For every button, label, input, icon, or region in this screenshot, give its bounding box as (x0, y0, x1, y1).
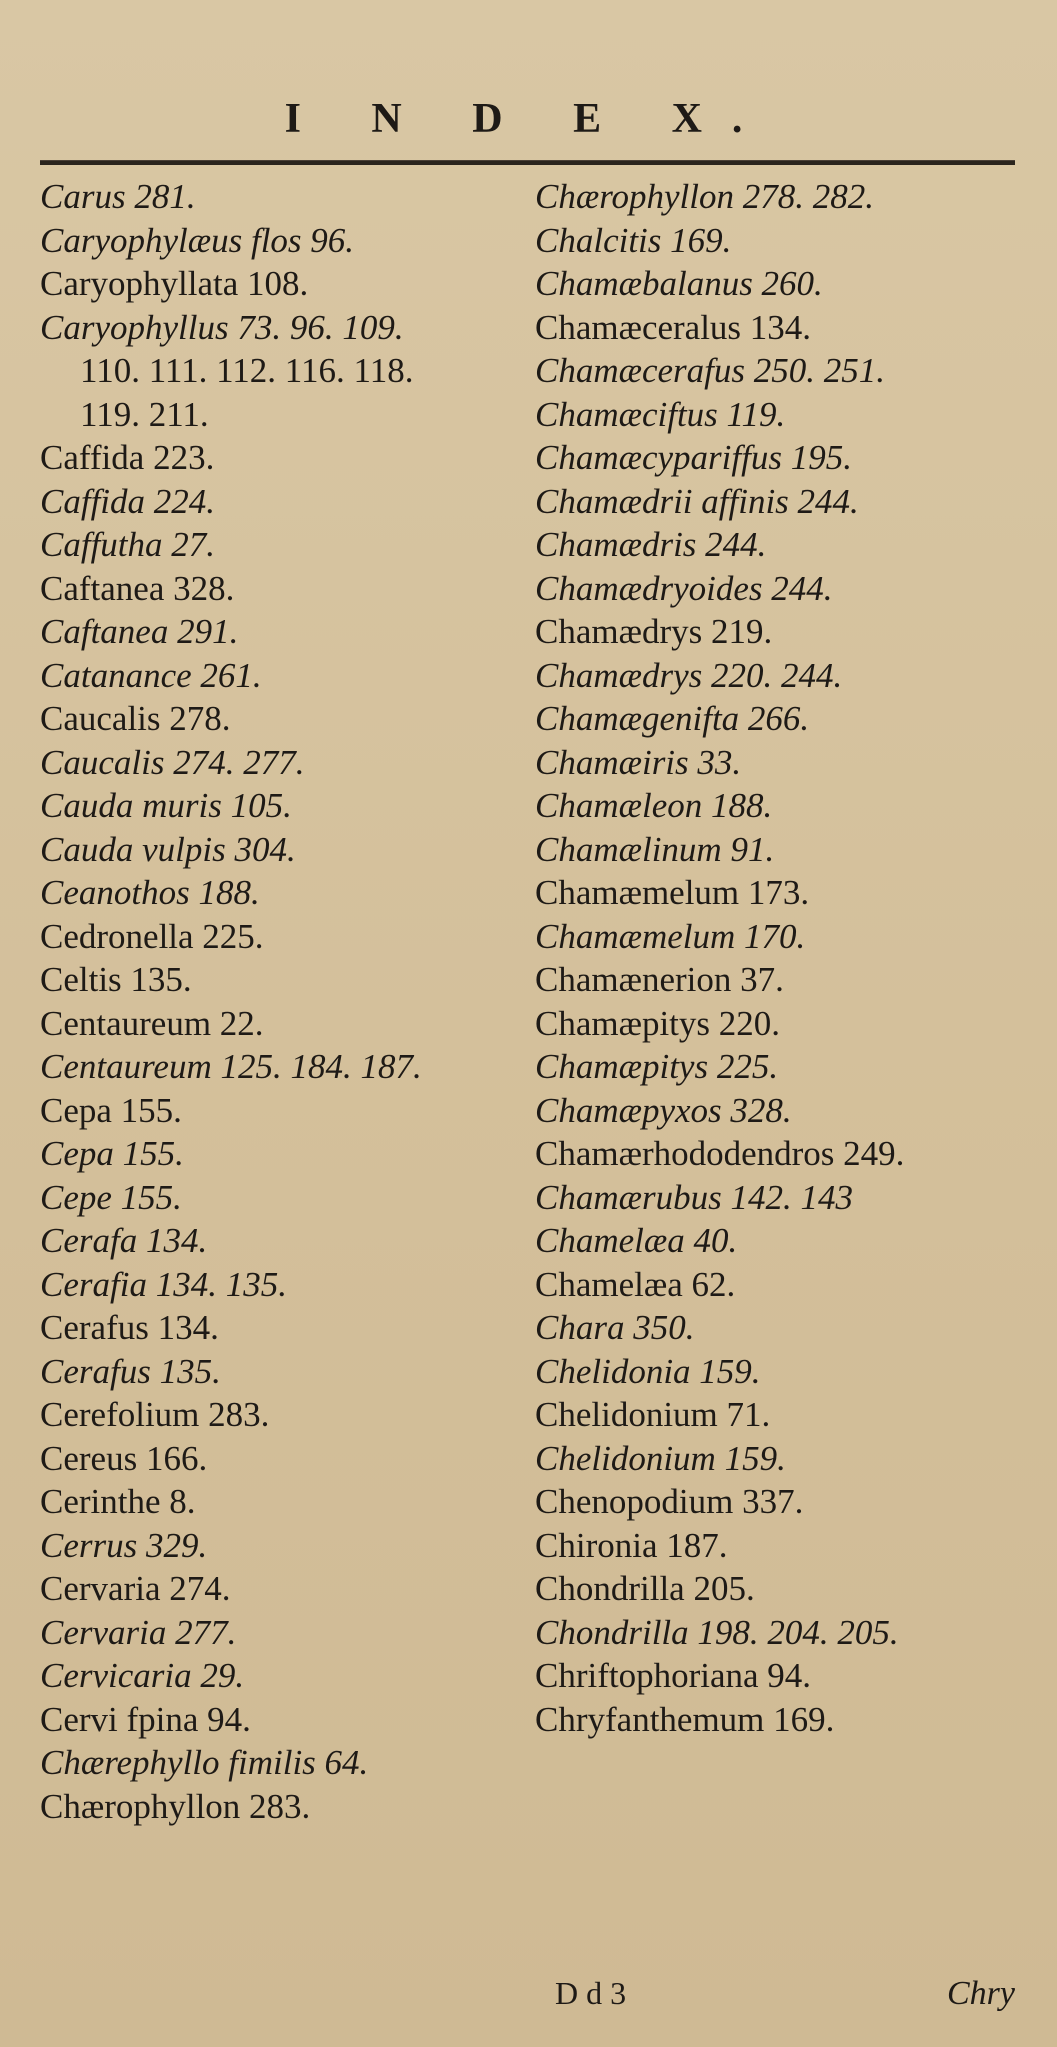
index-entry: Cedronella 225. (40, 916, 264, 956)
index-entry: Chærephyllo fimilis 64. (40, 1743, 369, 1782)
index-entry: Cervi fpina 94. (40, 1699, 251, 1739)
index-entry: Chelidonium 159. (535, 1438, 786, 1478)
index-entry: Cerafa 134. (40, 1221, 208, 1260)
index-entry: Cerafus 135. (40, 1351, 221, 1391)
index-entry: Caucalis 278. (40, 699, 231, 738)
index-entry: Chelidonium 71. (535, 1395, 771, 1434)
index-entry: Caftanea 328. (40, 568, 235, 608)
index-entry: Chriftophoriana 94. (535, 1656, 812, 1695)
index-entry: Chamæciftus 119. (535, 394, 786, 434)
index-entry: Cepe 155. (40, 1177, 182, 1217)
index-entry: Cerefolium 283. (40, 1395, 270, 1434)
right-column (535, 175, 1045, 1741)
index-entry: Caffutha 27. (40, 525, 216, 564)
index-entry: Cerinthe 8. (40, 1482, 196, 1521)
index-entry: Chironia 187. (535, 1525, 728, 1565)
index-entry: Chryfanthemum 169. (535, 1699, 835, 1739)
index-entry: Chamæpitys 220. (535, 1003, 781, 1043)
index-entry: Chamænerion 37. (535, 960, 784, 999)
index-entry: Cerafia 134. 135. (40, 1264, 287, 1304)
index-entry: Carus 281. (40, 177, 196, 216)
index-entry: Ceanothos 188. (40, 873, 260, 912)
index-entry: Chærophyllon 278. 282. (535, 177, 874, 216)
index-entry: Caffida 224. (40, 481, 216, 521)
index-entry: Cauda vulpis 304. (40, 829, 296, 869)
index-entry: Chamæmelum 173. (535, 873, 810, 912)
index-entry: Chamæcerafus 250. 251. (535, 351, 885, 390)
index-entry: 110. 111. 112. 116. 118. (80, 351, 414, 390)
index-entry: Cerrus 329. (40, 1525, 208, 1565)
index-entry: Cervaria 277. (40, 1612, 237, 1652)
index-entry: Caryophyllata 108. (40, 264, 309, 303)
signature-mark: D d 3 (555, 1975, 627, 2011)
index-entry: Cauda muris 105. (40, 786, 292, 825)
index-entry: Chara 350. (535, 1308, 695, 1347)
header-rule (40, 160, 1015, 165)
index-entry: Chamærhododendros 249. (535, 1134, 905, 1173)
index-entry: Chamælinum 91. (535, 829, 775, 869)
left-column (40, 175, 510, 1828)
index-entry: Chondrilla 205. (535, 1569, 755, 1608)
index-entry: Cervicaria 29. (40, 1656, 245, 1695)
index-entry: Chamædris 244. (535, 525, 767, 564)
index-entry: Chamædrys 219. (535, 612, 773, 651)
index-entry: Chamæpitys 225. (535, 1047, 779, 1086)
index-entry: Caffida 223. (40, 438, 215, 477)
index-entry: Cereus 166. (40, 1438, 208, 1478)
index-entry: Chamægenifta 266. (535, 699, 810, 738)
index-entry: Chamæpyxos 328. (535, 1090, 792, 1130)
index-entry: Chamæmelum 170. (535, 916, 806, 956)
index-entry: Chamæbalanus 260. (535, 264, 823, 303)
index-entry: Chalcitis 169. (535, 220, 732, 260)
index-entry: Caryophyllus 73. 96. 109. (40, 307, 404, 347)
index-entry: Cerafus 134. (40, 1308, 219, 1347)
index-entry: Chamæleon 188. (535, 786, 773, 825)
index-entry: Chærophyllon 283. (40, 1786, 311, 1826)
index-entry: Chamæiris 33. (535, 742, 742, 782)
index-entry: Chenopodium 337. (535, 1482, 804, 1521)
index-entry: Caucalis 274. 277. (40, 742, 305, 782)
index-entry: Centaureum 125. 184. 187. (40, 1047, 422, 1086)
index-entry: Chondrilla 198. 204. 205. (535, 1612, 899, 1652)
index-entry: Cepa 155. (40, 1090, 182, 1130)
index-entry: Chamærubus 142. 143 (535, 1177, 853, 1217)
index-entry: Centaureum 22. (40, 1003, 264, 1043)
index-entry: Chamædrii affinis 244. (535, 481, 859, 521)
index-entry: Chamædryoides 244. (535, 568, 833, 608)
page-footer (555, 1975, 1015, 2020)
catchword: Chry (947, 1975, 1015, 2012)
index-entry: Caryophylæus flos 96. (40, 220, 355, 260)
index-entry: Chamædrys 220. 244. (535, 655, 843, 695)
index-entry: Chelidonia 159. (535, 1351, 761, 1391)
index-entry: Caftanea 291. (40, 612, 239, 651)
index-entry: Chamelæa 40. (535, 1221, 738, 1260)
index-entry: Cepa 155. (40, 1134, 184, 1173)
index-entry: Chamelæa 62. (535, 1264, 736, 1304)
index-entry: Chamæceralus 134. (535, 307, 812, 347)
index-entry: Catanance 261. (40, 655, 262, 695)
index-entry: Cervaria 274. (40, 1569, 231, 1608)
index-entry: Celtis 135. (40, 960, 192, 999)
index-entry: 119. 211. (80, 394, 209, 434)
index-entry: Chamæcypariffus 195. (535, 438, 852, 477)
page-header: I N D E X. (284, 96, 773, 142)
